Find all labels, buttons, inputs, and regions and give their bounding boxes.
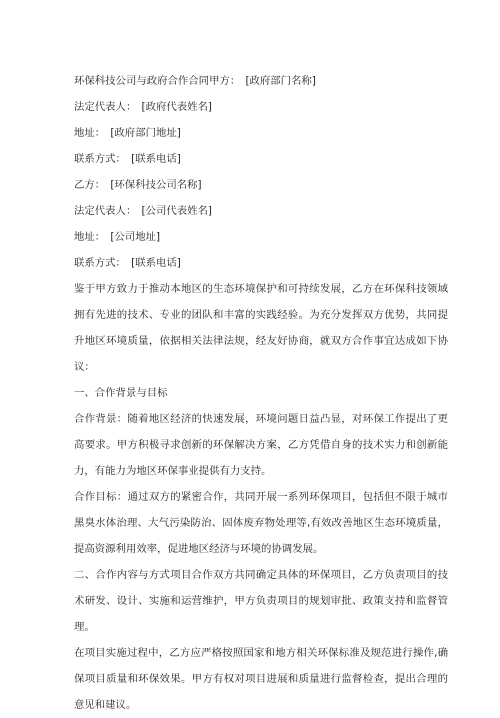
implementation-paragraph: 在项目实施过程中，乙方应严格按照国家和地方相关环保标准及规范进行操作,确保项目质量和环保效果。甲方有权对项目进展和质量进行监督检查，提出合理的意见和建议。 [74, 647, 448, 711]
party-a-representative: 法定代表人： [政府代表姓名] [74, 101, 212, 113]
party-a-contact: 联系方式： [联系电话] [74, 153, 181, 165]
section-heading-background-goals: 一、合作背景与目标 [74, 387, 168, 399]
background-paragraph: 合作背景：随着地区经济的快速发展，环境问题日益凸显，对环保工作提出了更高要求。甲方积极寻求创新的环保解决方案，乙方凭借自身的技术实力和创新能力，有能力为地区环保事业提供有力支持。 [74, 413, 448, 477]
party-b-address: 地址： [公司地址] [74, 231, 161, 243]
goal-paragraph: 合作目标：通过双方的紧密合作，共同开展一系列环保项目，包括但不限于城市黑臭水体治理、大气污染防治、固体废弃物处理等,有效改善地区生态环境质量，提高资源利用效率，促进地区经济与环境的协调发展。 [74, 491, 448, 555]
cooperation-content-paragraph: 二、合作内容与方式项目合作双方共同确定具体的环保项目，乙方负责项目的技术研发、设计、实施和运营维护，甲方负责项目的规划审批、政策支持和监督管理。 [74, 569, 448, 633]
party-b-representative: 法定代表人： [公司代表姓名] [74, 205, 212, 217]
contract-title-party-a: 环保科技公司与政府合作合同甲方： [政府部门名称] [74, 75, 316, 87]
preamble-paragraph: 鉴于甲方致力于推动本地区的生态环境保护和可持续发展，乙方在环保科技领域拥有先进的技术、专业的团队和丰富的实践经验。为充分发挥双方优势，共同提升地区环境质量，依据相关法律法规，经友好协商，就双方合作事宜达成如下协议： [74, 283, 448, 373]
party-a-address: 地址： [政府部门地址] [74, 127, 181, 139]
party-b-name: 乙方： [环保科技公司名称] [74, 179, 202, 191]
party-b-contact: 联系方式： [联系电话] [74, 257, 181, 269]
